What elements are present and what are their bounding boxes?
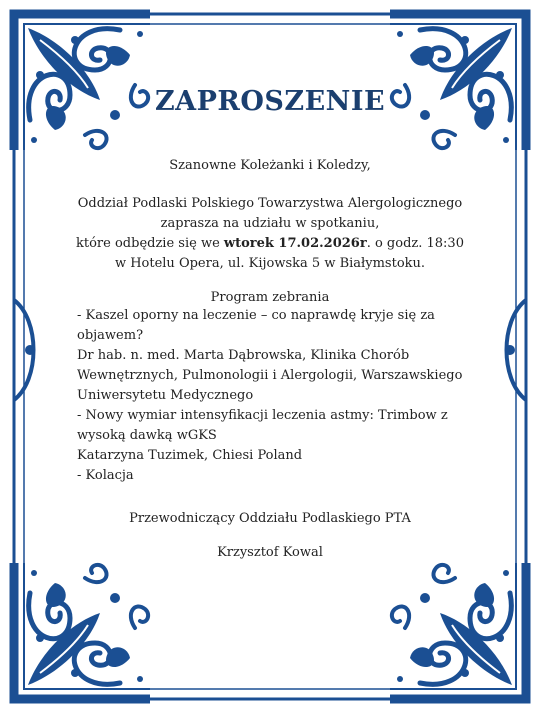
signature-role: Przewodniczący Oddziału Podlaskiego PTA [129, 511, 411, 526]
corner-ornament-top-right [390, 14, 526, 150]
program-heading: Program zebrania [210, 290, 330, 305]
corner-ornament-bottom-right [390, 563, 526, 699]
intro-line-3-prefix: które odbędzie się we [76, 236, 224, 251]
intro-line-4: w Hotelu Opera, ul. Kijowska 5 w Białymstoku. [114, 256, 426, 271]
program-line: wysoką dawką wGKS [77, 428, 217, 443]
program-line: - Kaszel oporny na leczenie – co naprawdę kryje się za [77, 308, 435, 323]
page-title: ZAPROSZENIE [154, 86, 386, 117]
program-line: Uniwersytetu Medycznego [77, 388, 254, 403]
program-line: Wewnętrznych, Pulmonologii i Alergologii, Warszawskiego [77, 368, 463, 383]
meeting-date: wtorek 17.02.2026r [223, 236, 367, 251]
intro-line-2: zaprasza na udziału w spotkaniu, [160, 216, 380, 231]
intro-line-1: Oddział Podlaski Polskiego Towarzystwa Alergologicznego [77, 196, 463, 211]
corner-ornament-top-left [14, 14, 150, 150]
program-line: Dr hab. n. med. Marta Dąbrowska, Klinika Chorób [77, 348, 410, 363]
signature-name: Krzysztof Kowal [217, 545, 323, 560]
intro-line-3 [0, 234, 540, 254]
corner-ornament-bottom-left [14, 563, 150, 699]
meeting-time: . o godz. 18:30 [366, 236, 464, 251]
program-line: - Nowy wymiar intensyfikacji leczenia astmy: Trimbow z [77, 408, 448, 423]
program-line: - Kolacja [77, 468, 134, 483]
program-line: objawem? [77, 328, 144, 343]
greeting: Szanowne Koleżanki i Koledzy, [169, 158, 371, 173]
program-line: Katarzyna Tuzimek, Chiesi Poland [77, 448, 303, 463]
